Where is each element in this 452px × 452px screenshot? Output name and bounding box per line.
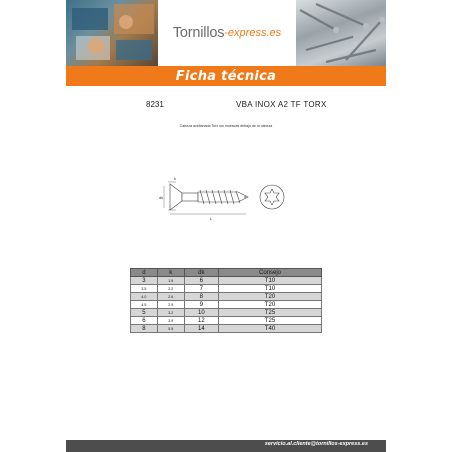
- header: [66, 0, 386, 66]
- product-description: Cabeza avellanada Torx sin muescas debajo de la cabeza: [179, 124, 273, 128]
- cell-consejo: T10: [219, 285, 322, 293]
- cell-dk: 6: [184, 277, 218, 285]
- cell-dk: 14: [184, 325, 218, 333]
- dimensions-table: [130, 268, 322, 333]
- table-row: [131, 293, 322, 301]
- screw-head: [170, 184, 182, 210]
- screw-shank: [182, 193, 198, 201]
- cell-consejo: T40: [219, 325, 322, 333]
- logo-main-text: Tornillos: [172, 25, 225, 41]
- cell-d: 5: [131, 309, 158, 317]
- cell-d: 3.5: [131, 285, 158, 293]
- header-photo-tools: [66, 0, 158, 66]
- torx-head-view: [260, 185, 284, 209]
- cell-consejo: T25: [219, 309, 322, 317]
- table-row: [131, 309, 322, 317]
- cell-d: 3: [131, 277, 158, 285]
- footer-bar: [66, 440, 386, 452]
- cell-dk: 12: [184, 317, 218, 325]
- cell-consejo: T20: [219, 301, 322, 309]
- cell-consejo: T10: [219, 277, 322, 285]
- cell-k: 3.9: [157, 317, 184, 325]
- cell-d: 4.0: [131, 293, 158, 301]
- cell-k: 2.2: [157, 285, 184, 293]
- spec-sheet: [66, 0, 386, 452]
- cell-k: 5.5: [157, 325, 184, 333]
- footer-email-link[interactable]: servicio.al.cliente@tornillos-express.es: [264, 441, 368, 447]
- cell-k: 3.2: [157, 309, 184, 317]
- table-row: [131, 285, 322, 293]
- column-header-d: d: [131, 269, 158, 277]
- logo-accent-text: -express.es: [224, 27, 282, 39]
- table-row: [131, 325, 322, 333]
- title-banner: [66, 66, 386, 86]
- screw-thread: [198, 192, 248, 202]
- cell-dk: 10: [184, 309, 218, 317]
- table-header-row: [131, 269, 322, 277]
- cell-d: 8: [131, 325, 158, 333]
- header-photo-screws: [296, 0, 386, 66]
- cell-k: 2.6: [157, 293, 184, 301]
- cell-k: 2.9: [157, 301, 184, 309]
- banner-title: Ficha técnica: [175, 68, 277, 84]
- column-header-consejo: Consejo: [219, 269, 322, 277]
- d-label: d: [244, 194, 247, 199]
- column-header-dk: dk: [184, 269, 218, 277]
- screw-technical-drawing: [156, 168, 306, 228]
- L-label: L: [210, 216, 213, 221]
- table-row: [131, 301, 322, 309]
- cell-dk: 7: [184, 285, 218, 293]
- cell-dk: 8: [184, 293, 218, 301]
- cell-consejo: T20: [219, 293, 322, 301]
- product-name: VBA INOX A2 TF TORX: [236, 100, 327, 109]
- cell-d: 6: [131, 317, 158, 325]
- table-row: [131, 277, 322, 285]
- k-label: k: [174, 176, 176, 181]
- product-code: 8231: [146, 100, 164, 109]
- cell-consejo: T25: [219, 317, 322, 325]
- cell-d: 4.5: [131, 301, 158, 309]
- column-header-k: k: [157, 269, 184, 277]
- brand-logo[interactable]: [158, 0, 296, 66]
- cell-dk: 9: [184, 301, 218, 309]
- cell-k: 1.9: [157, 277, 184, 285]
- dk-label: dk: [159, 195, 164, 200]
- table-row: [131, 317, 322, 325]
